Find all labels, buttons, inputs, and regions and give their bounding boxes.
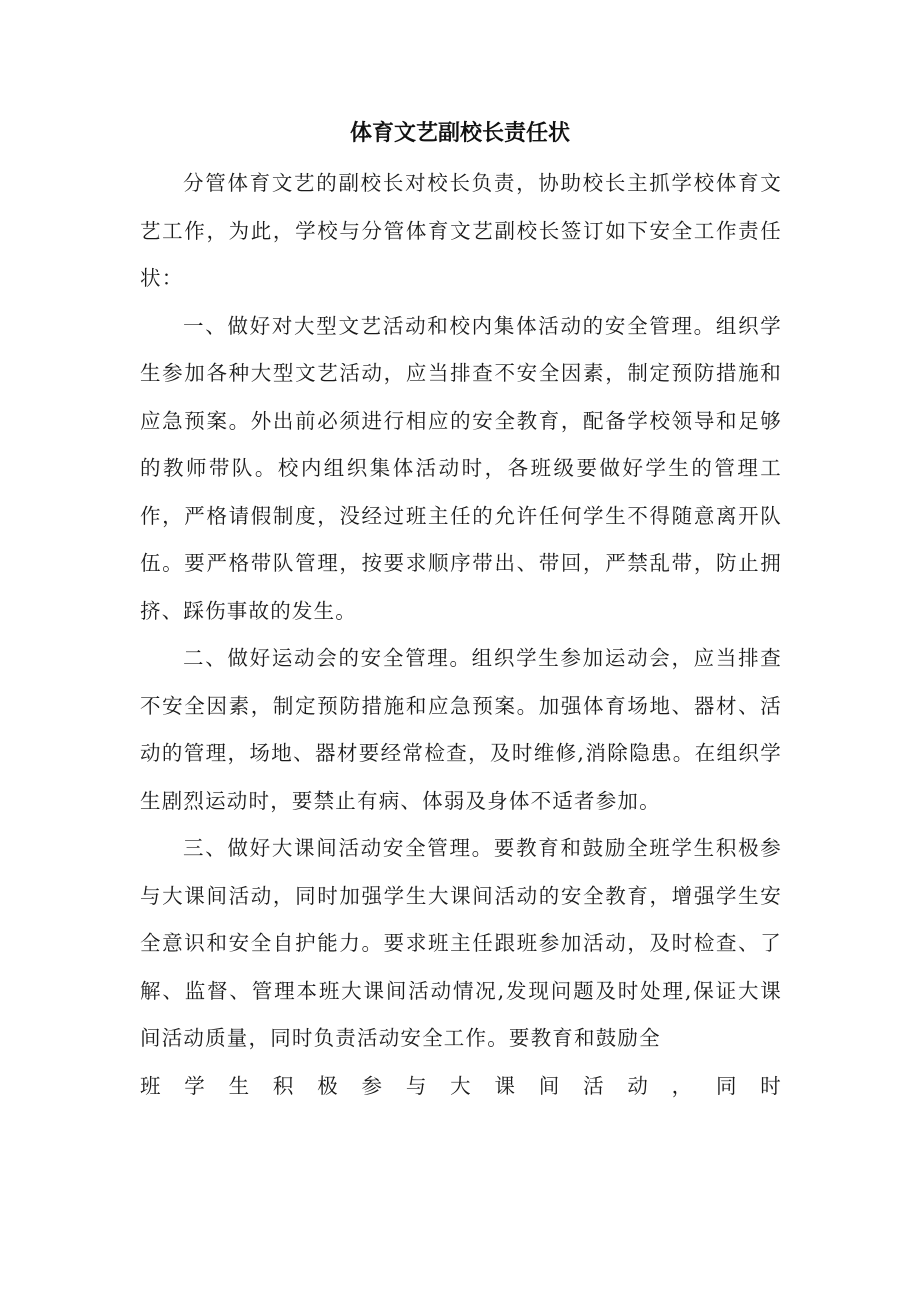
section-paragraph-3: 三、做好大课间活动安全管理。要教育和鼓励全班学生积极参与大课间活动，同时加强学生大课间活动的安全教育，增强学生安全意识和安全自护能力。要求班主任跟班参加活动，及时检查、了解、监督、管理本班大课间活动情况,发现问题及时处理,保证大课间活动质量，同时负责活动安全工作。要教育和鼓励全 <box>140 836 782 1050</box>
trailing-line: 班学生积极参与大课间活动，同时 <box>140 1073 782 1098</box>
intro-paragraph: 分管体育文艺的副校长对校长负责，协助校长主抓学校体育文艺工作，为此，学校与分管体育文艺副校长签订如下安全工作责任状： <box>140 171 782 290</box>
document-body <box>140 160 782 1110</box>
document-title: 体育文艺副校长责任状 <box>349 121 570 146</box>
section-paragraph-2: 二、做好运动会的安全管理。组织学生参加运动会，应当排查不安全因素，制定预防措施和应急预案。加强体育场地、器材、活动的管理，场地、器材要经常检查，及时维修,消除隐患。在组织学生剧烈运动时，要禁止有病、体弱及身体不适者参加。 <box>140 646 782 813</box>
section-paragraph-1: 一、做好对大型文艺活动和校内集体活动的安全管理。组织学生参加各种大型文艺活动，应当排查不安全因素，制定预防措施和应急预案。外出前必须进行相应的安全教育，配备学校领导和足够的教师带队。校内组织集体活动时，各班级要做好学生的管理工作，严格请假制度，没经过班主任的允许任何学生不得随意离开队伍。要严格带队管理，按要求顺序带出、带回，严禁乱带，防止拥挤、踩伤事故的发生。 <box>140 313 782 623</box>
